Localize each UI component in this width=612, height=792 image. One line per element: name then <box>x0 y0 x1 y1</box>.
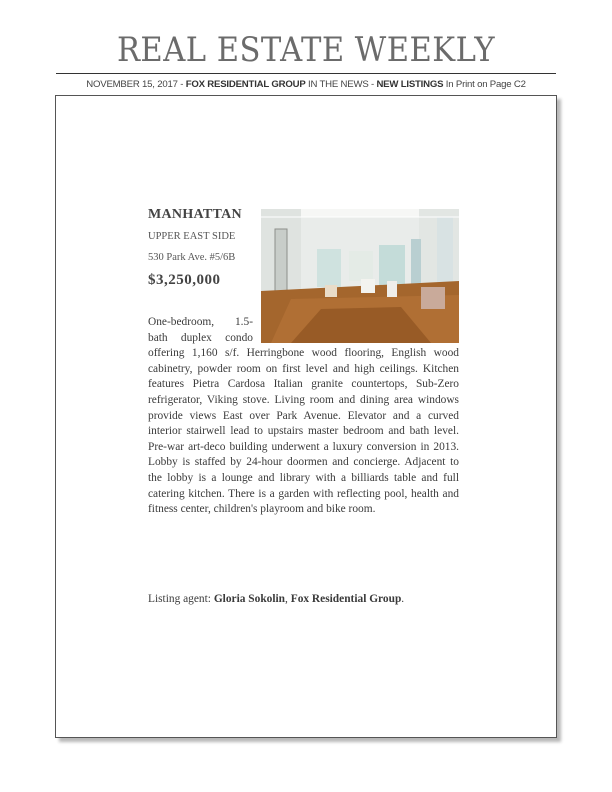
listing-description <box>148 315 459 518</box>
agent-suffix: . <box>401 593 405 605</box>
dateline-section: NEW LISTINGS <box>376 79 444 90</box>
listing-agent <box>148 593 468 605</box>
agent-company: Fox Residential Group <box>290 593 402 605</box>
listing-price: $3,250,000 <box>148 272 221 288</box>
dateline-in-the-news: IN THE NEWS - <box>305 79 377 90</box>
listing-borough: MANHATTAN <box>148 207 242 222</box>
agent-name: Gloria Sokolin <box>213 593 286 605</box>
agent-separator: , <box>285 593 291 605</box>
dateline <box>56 79 556 90</box>
photo-text-wrap <box>253 315 459 345</box>
dateline-group: FOX RESIDENTIAL GROUP <box>185 79 306 90</box>
dateline-print-note: In Print on Page C2 <box>443 79 526 90</box>
listing-description-text: One-bedroom, 1.5-bath duplex condo offering 1,160 s/f. Herringbone wood flooring, English wood cabinetry, powder room on first level and high ceilings. Kitchen features Pietra Cardosa Italian granite countertops, Sub-Zero refrigerator, Viking stove. Living room and dining area windows provide views East over Park Avenue. Elevator and a curved interior stairwell lead to upstairs master bedroom and bath level. Pre-war art-deco building underwent a luxury conversion in 2013. Lobby is staffed by 24-hour doormen and concierge. Adjacent to the lobby is a lounge and library with a billiards table and full catering kitchen. There is a garden with reflecting pool, health and fitness center, children's playroom and bike room. <box>148 316 459 516</box>
dateline-date: NOVEMBER 15, 2017 - <box>86 79 186 90</box>
listing-address: 530 Park Ave. #5/6B <box>148 252 236 263</box>
masthead-title: REAL ESTATE WEEKLY <box>116 30 496 70</box>
listing-neighborhood: UPPER EAST SIDE <box>148 231 236 242</box>
agent-prefix: Listing agent: <box>148 593 214 605</box>
listing-header <box>148 207 242 289</box>
masthead-rule <box>56 73 556 74</box>
